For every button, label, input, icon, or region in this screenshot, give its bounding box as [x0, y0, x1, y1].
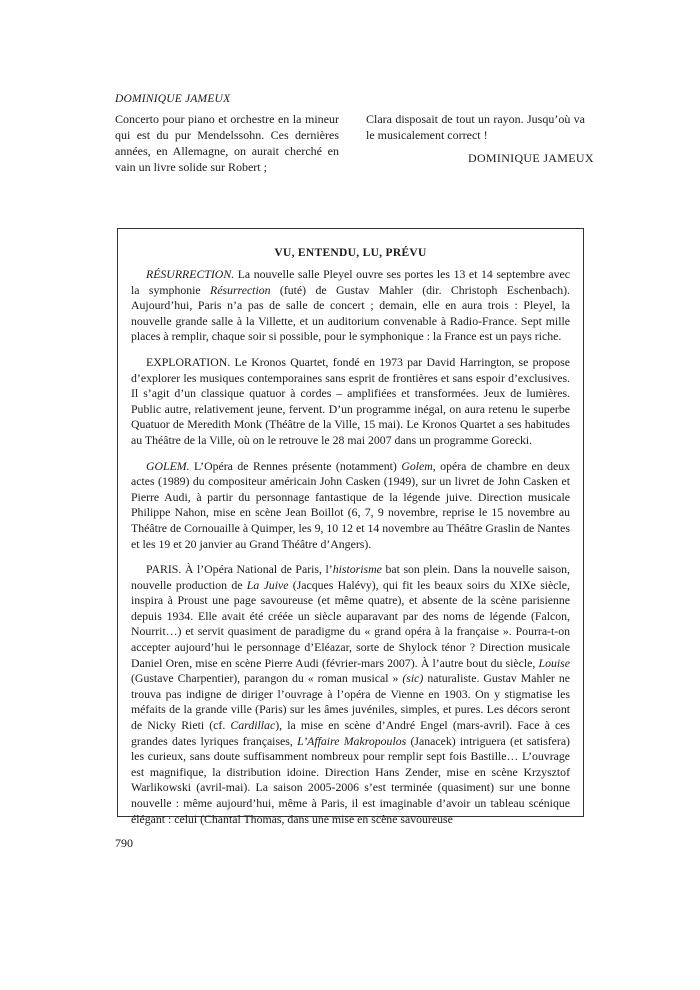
box-title: VU, ENTENDU, LU, PRÉVU — [274, 247, 427, 259]
text-run: , opéra de chambre en deux actes (1989) du compositeur américain John Casken (1949), sur un livret de John Casken et Pierre Audi, à partir du personnage fantastique de la légende juive. Direction musicale Philippe Nahon, mise en scène Jean Boillot (6, 7, 9 novembre, reprise le 15 novembre au Théâtre de Cornouaille à Quimper, les 9, 10 12 et 14 novembre au Théâtre Graslin de Nantes et les 19 et 20 janvier au Grand Théâtre d’Angers). — [131, 458, 571, 551]
text-run: ), la mise en scène d’André Engel (mars-avril). Face à ces grandes dates lyriques françaises, — [131, 718, 571, 748]
author-signature: DOMINIQUE JAMEUX — [468, 151, 594, 165]
text-run: L’Opéra de Rennes présente (notamment) — [189, 458, 402, 473]
italic-text: (sic) — [402, 671, 424, 686]
box-paragraph — [131, 459, 570, 553]
text-run: La nouvelle salle Pleyel ouvre ses portes les 13 et 14 septembre avec la symphonie — [131, 267, 570, 297]
text-run: Le Kronos Quartet, fondé en 1973 par David Harrington, se propose d’explorer les musiques contemporaines sans esprit de frontières et sans espoir d’exclusives. Il s’agit d’un classique quatuor à cordes – amplifiées et transformées. Jeux de lumières. Public autre, relativement jeune, fervent. D’un programme inégal, on aura retenu le superbe Quatuor de Meredith Monk (Théâtre de la Ville, 15 mai). Le Kronos Quartet a ses habitudes au Théâtre de la Ville, où on le retrouve le 28 mai 2007 dans un programme Gorecki. — [131, 354, 570, 447]
italic-text: Résurrection — [210, 282, 271, 297]
paragraph-lead: EXPLORATION. — [146, 354, 231, 369]
text-run: bat son plein. Dans la nouvelle saison, nouvelle production de — [131, 562, 570, 592]
italic-text: Golem — [401, 458, 433, 473]
text-run: naturaliste. Gustav Mahler ne trouva pas indigne de diriger l’ouvrage à l’opéra de Vienne en 1903. On y stigmatise les méfaits de la grande ville (Paris) sur les âmes juvéniles, simples, et pures. Les décors seront de Nicky Rieti (cf. — [131, 671, 570, 733]
box-paragraph — [131, 562, 570, 827]
paragraph-lead: RÉSURRECTION. — [146, 267, 235, 281]
page-number: 790 — [115, 836, 133, 850]
italic-text: historisme — [332, 562, 382, 577]
text-run: (Janacek) intriguera (et satisfera) les curieux, sans doute suffisamment nombreux pour remplir sept fois Bastille… L’ouvrage est magnifique, la distribution idoine. Direction Hans Zender, mise en scène Krzysztof Warlikowski (avril-mai). La saison 2005-2006 s’est terminée (quasiment) sur une bonne nouvelle : même aujourd’hui, même à Paris, il est imaginable d’avoir un tableau scénique élégant : celui (Chantal Thomas, dans une mise en scène savoureuse — [131, 733, 570, 826]
text-run: (Gustave Charpentier), parangon du « roman musical » — [131, 671, 403, 686]
top-text-left-column: Concerto pour piano et orchestre en la mineur qui est du pur Mendelssohn. Ces dernières années, en Allemagne, on aurait cherché en vain un livre solide sur Robert ; — [115, 112, 339, 174]
italic-text: Cardillac — [230, 718, 276, 733]
running-head: DOMINIQUE JAMEUX — [115, 93, 231, 105]
italic-text: La Juive — [246, 577, 289, 592]
paragraph-lead: PARIS. — [146, 562, 182, 577]
text-run: (Jacques Halévy), qui fit les beaux soirs du XIXe siècle, inspira à Proust une page savoureuse (et même quatre), et absente de la scène parisienne depuis 1934. Elle avait été créée un siècle auparavant par des noms de légende (Falcon, Nourrit…) et servit quasiment de paradigme du « grand opéra à la française ». Pourra-t-on accepter aujourd’hui le personnage d’Eléazar, sorte de Shylock ténor ? Direction musicale Daniel Oren, mise en scène Pierre Audi (février-mars 2007). À l’autre bout du siècle, — [131, 577, 570, 670]
box-body — [131, 267, 570, 827]
italic-text: Louise — [538, 655, 570, 670]
text-run: (futé) de Gustav Mahler (dir. Christoph Eschenbach). Aujourd’hui, Paris n’a pas de salle de concert ; demain, elle en aura trois : Pleyel, la nouvelle grande salle à la Villette, et un auditorium convenable à Radio-France. Sept mille places à remplir, chaque soir si possible, pour le symphonique : la France est un pays riche. — [131, 282, 571, 344]
text-run: À l’Opéra National de Paris, l’ — [181, 562, 333, 577]
box-paragraph — [131, 267, 570, 345]
top-text-right-column: Clara disposait de tout un rayon. Jusqu’où va le musicalement correct ! — [366, 112, 585, 142]
paragraph-lead: GOLEM. — [146, 458, 190, 473]
box-paragraph — [131, 355, 570, 449]
italic-text: L’Affaire Makropoulos — [297, 733, 407, 748]
news-box — [117, 228, 584, 826]
